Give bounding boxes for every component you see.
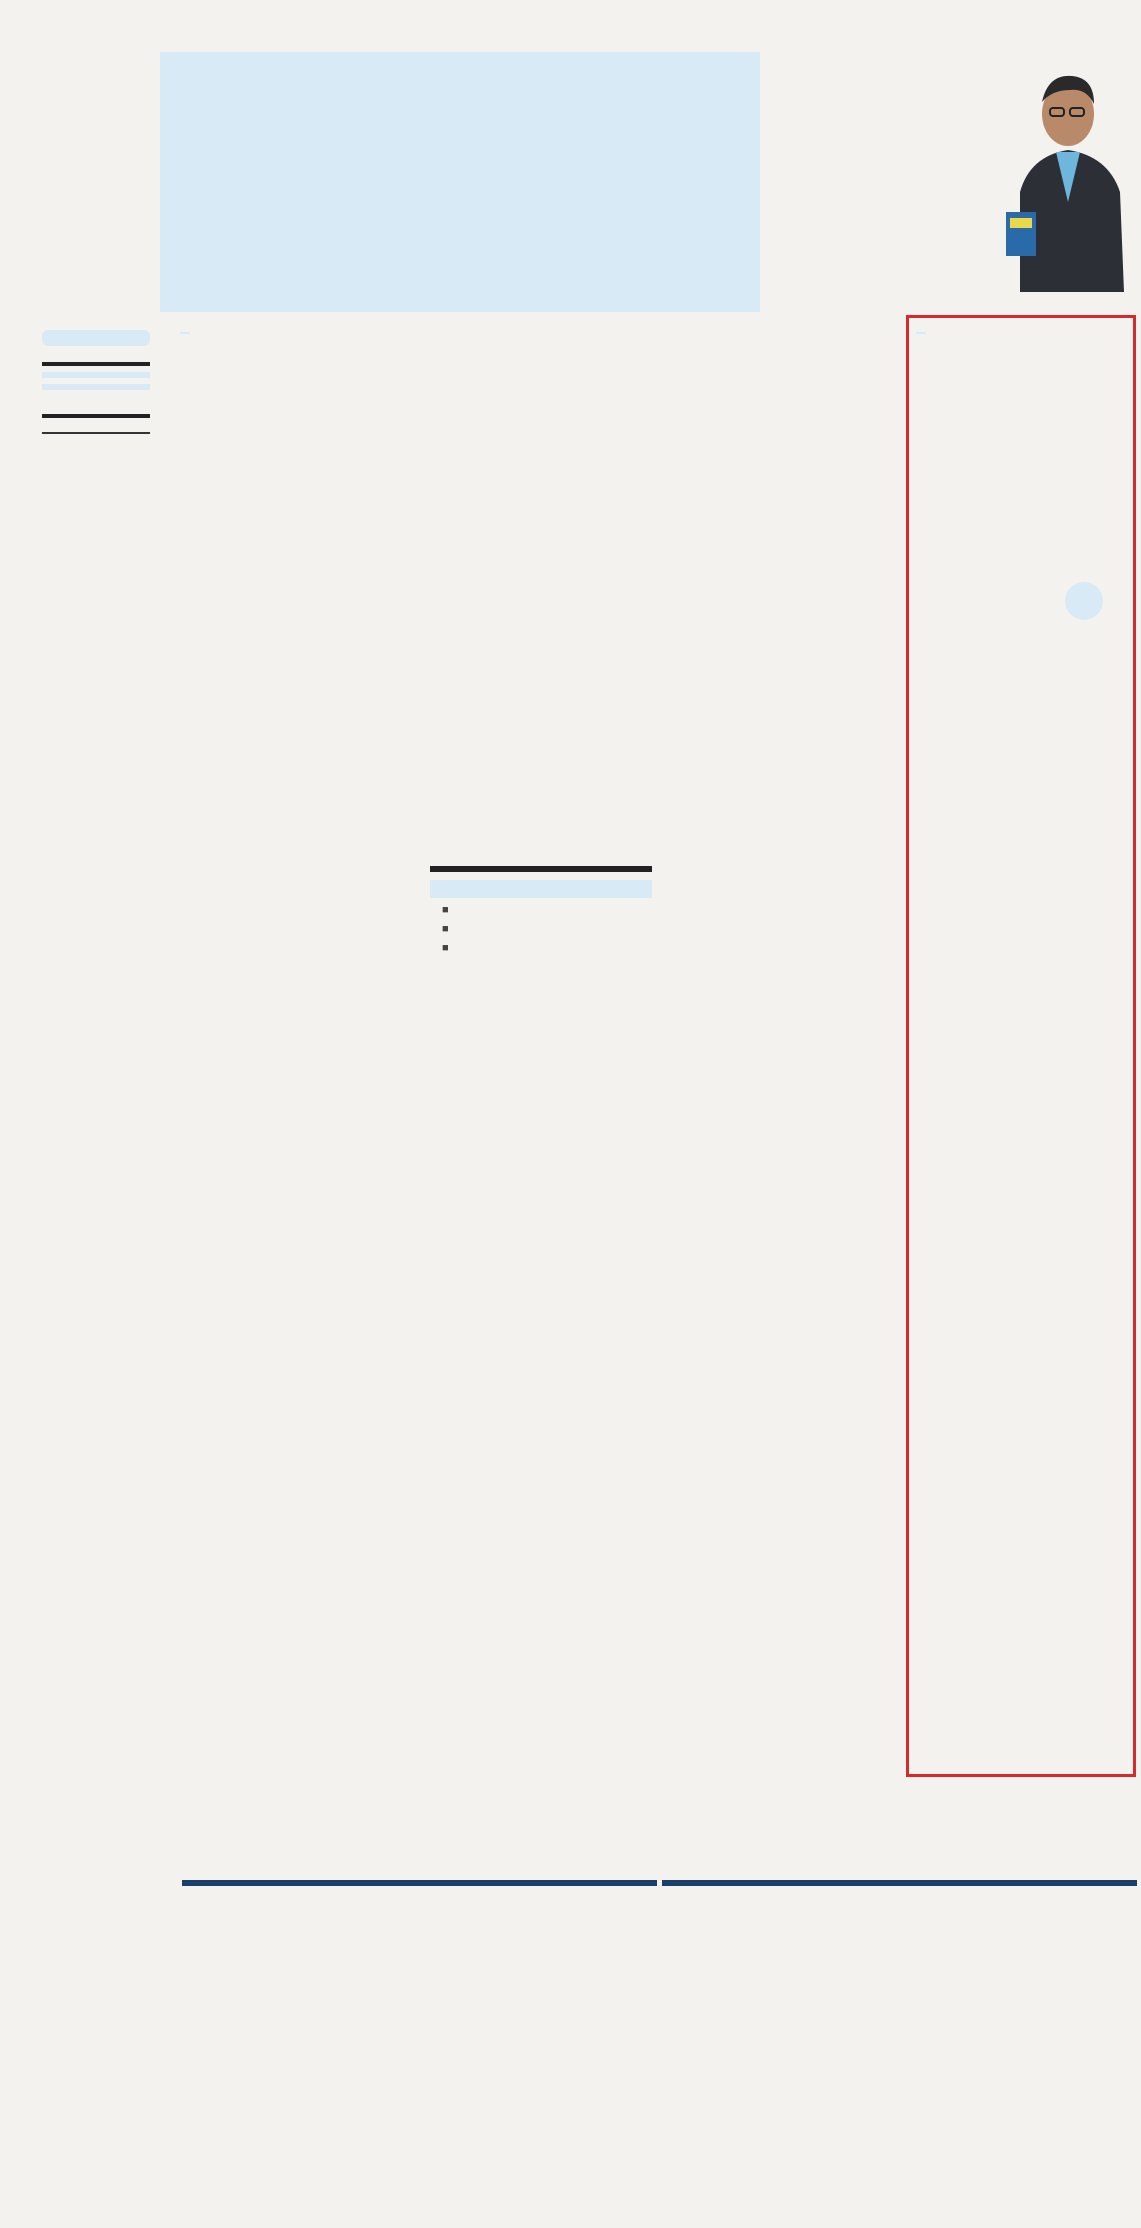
main-kicker xyxy=(180,332,190,334)
en-cifras-title xyxy=(42,330,150,346)
right-story-body xyxy=(918,578,1130,630)
pull-quote xyxy=(1038,582,1130,626)
table-title xyxy=(662,1880,1137,1886)
dolar-label xyxy=(42,362,150,366)
contrarreloj-item: ■ xyxy=(442,923,449,935)
main-column-2 xyxy=(430,1140,656,1146)
exclamation-icon xyxy=(1065,582,1103,620)
right-kicker xyxy=(916,332,926,334)
table-title xyxy=(182,1880,657,1886)
highlight-frame xyxy=(906,315,1136,1777)
contrarreloj-item: ■ xyxy=(442,942,449,954)
trm-hoy-value xyxy=(42,372,150,378)
contrarreloj-box xyxy=(430,866,652,1126)
main-column-1 xyxy=(182,800,414,802)
trm-ayer-value xyxy=(42,384,150,390)
main-column-3 xyxy=(664,866,894,868)
divider xyxy=(42,432,150,434)
enterese-label xyxy=(42,414,150,418)
en-cifras-column xyxy=(42,330,150,440)
header-band xyxy=(160,52,760,312)
bar-chart xyxy=(428,585,883,817)
contrarreloj-title xyxy=(430,880,652,898)
stocks-table-left xyxy=(182,1880,657,1886)
stocks-table-right xyxy=(662,1880,1137,1886)
author-photo xyxy=(990,52,1130,292)
contrarreloj-item: ■ xyxy=(442,904,449,916)
